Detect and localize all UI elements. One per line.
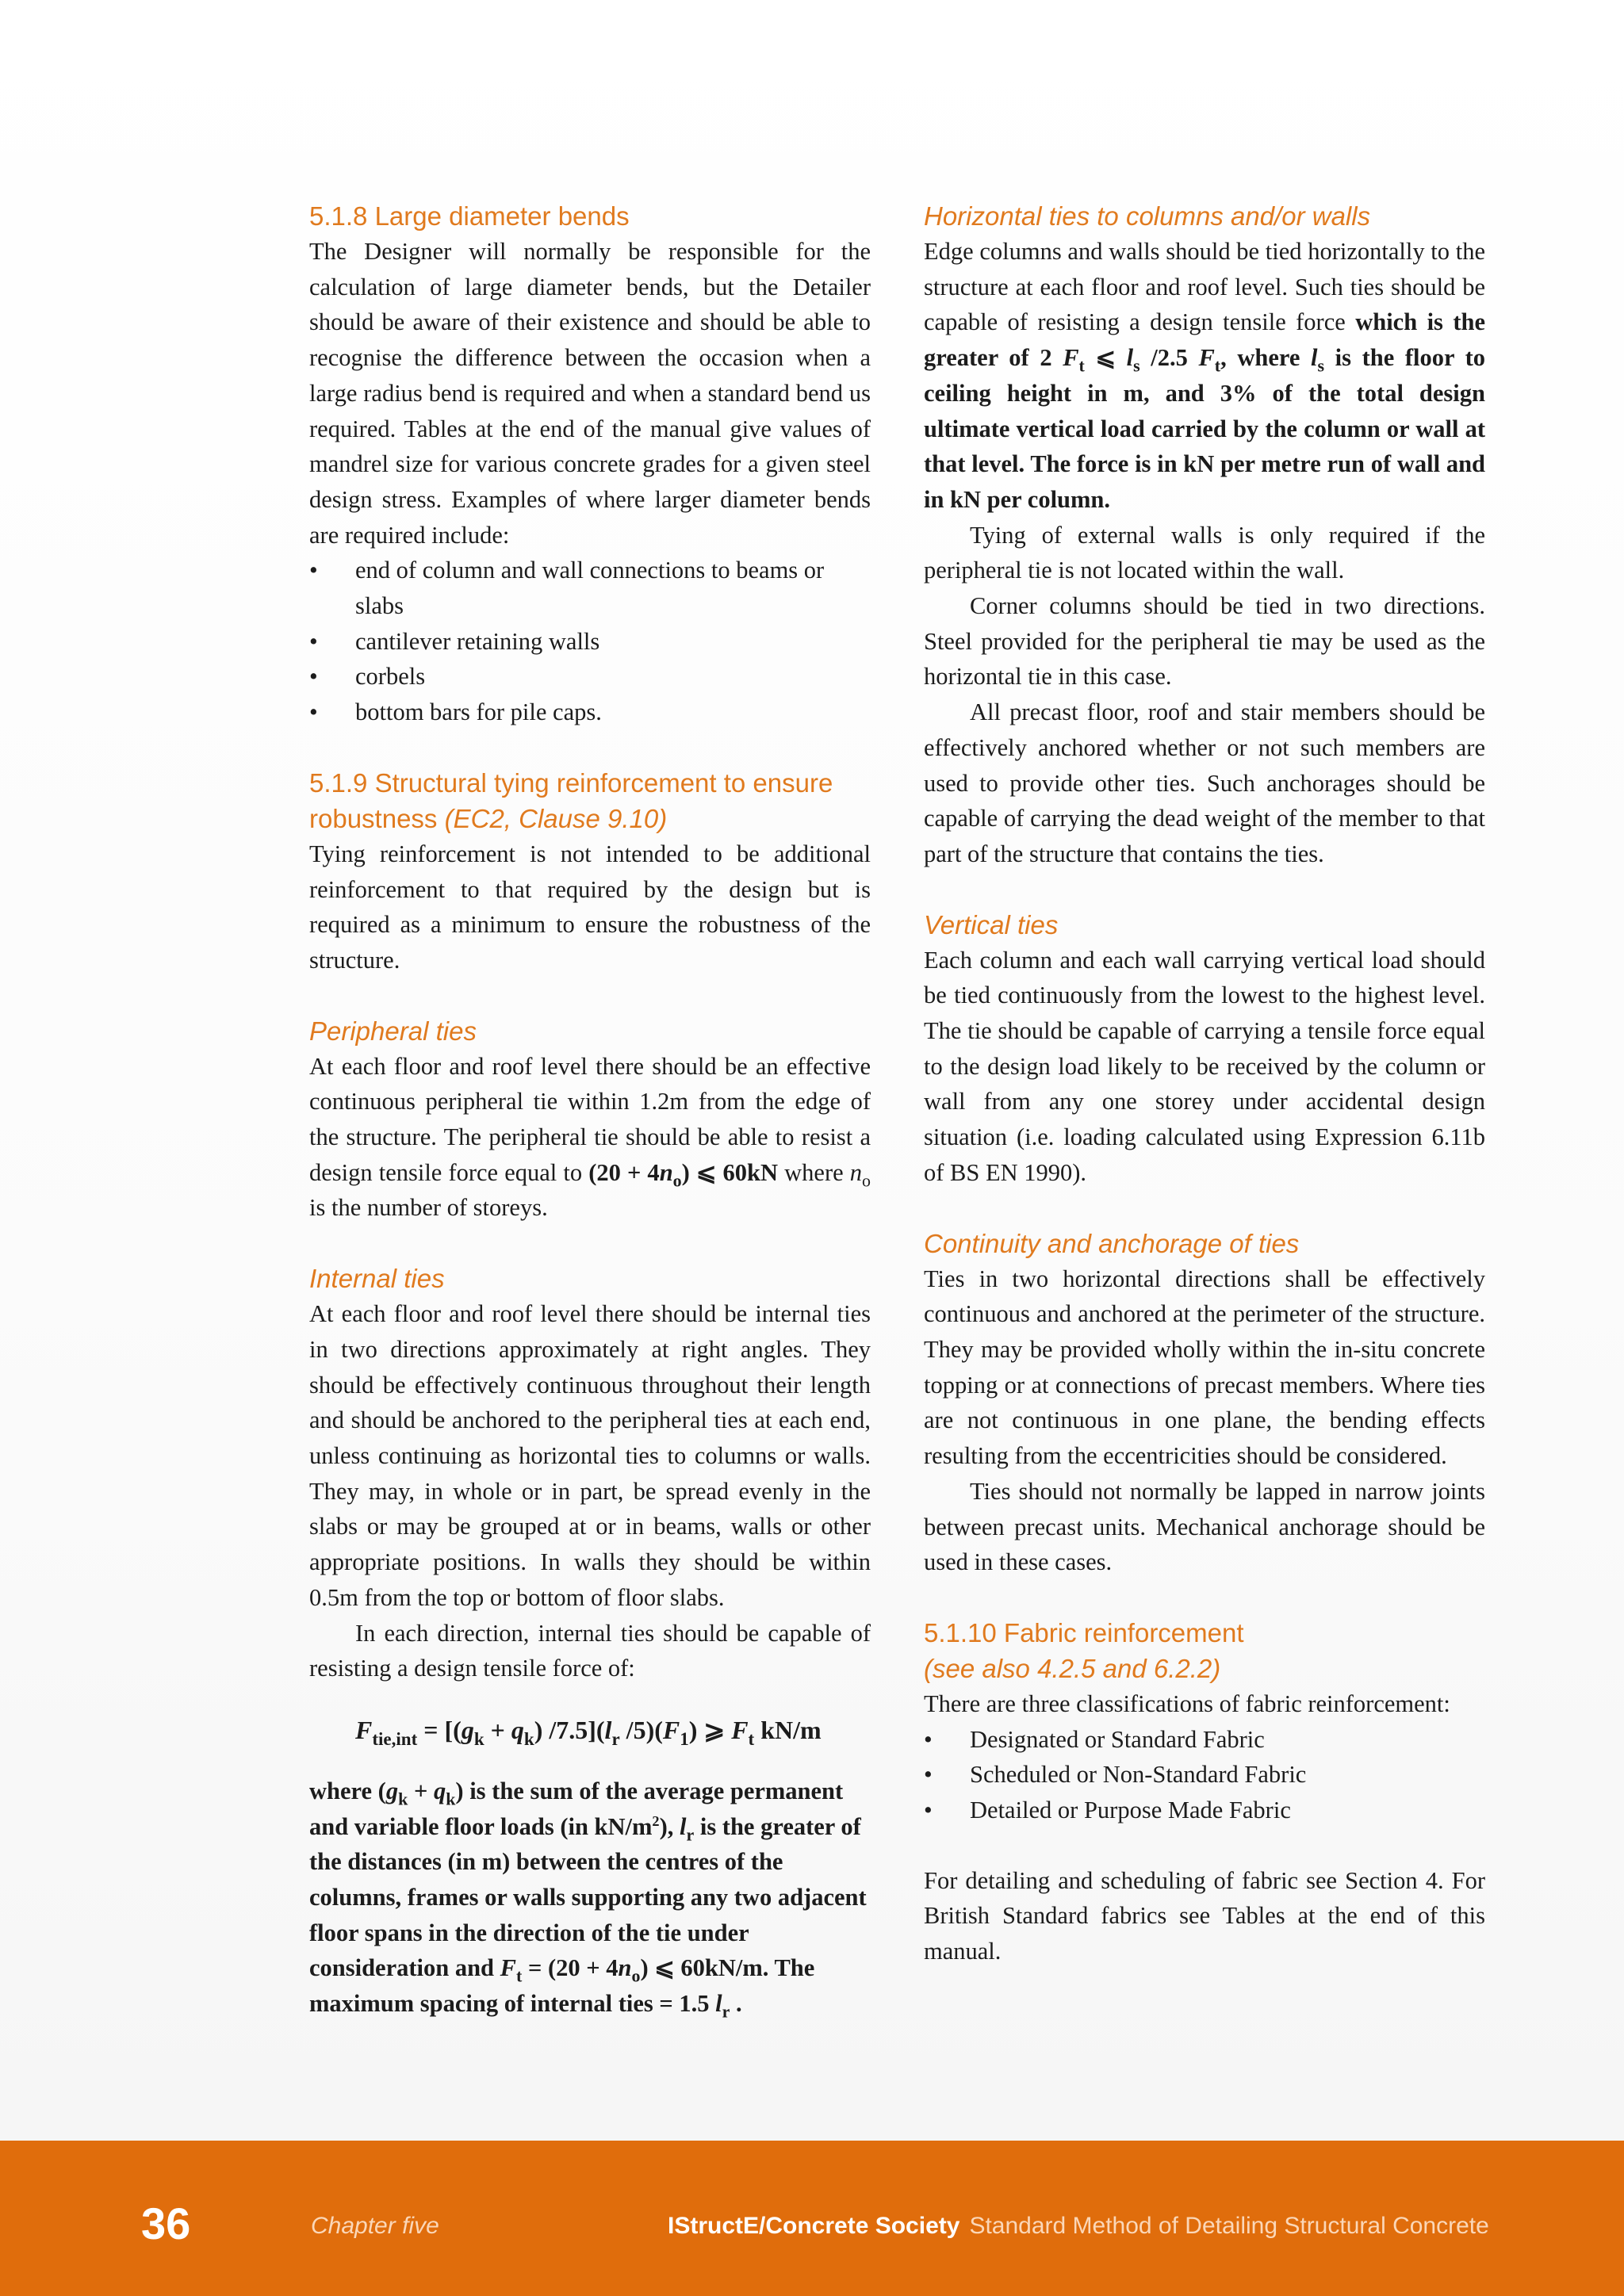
peripheral-ties-paragraph: At each floor and roof level there should be an effective continuous peripheral tie within 1.2m from the edge of the structure. The peripheral tie should be able to resist a design tensile force equal to $(20 + 4n_o)$ ⩽ 60kN where $n_o$ is the number of storeys. [309,1052,871,1222]
list-item-text: corbels [355,663,426,691]
bullet: • [924,1797,933,1824]
continuity-paragraph: Ties in two horizontal directions shall be effectively continuous and anchored at the perimeter of the structure. They may be provided wholly within the in-situ concrete topping or at connections of precast members. Where ties are not continuous in one plane, the bending effects resulting from the eccentricities should be considered. [924,1265,1485,1470]
list-item [924,1722,1485,1758]
list-item [309,695,871,730]
section-5-1-8-heading: 5.1.8 Large diameter bends [309,201,630,231]
internal-ties-heading: Internal ties [309,1264,445,1294]
tie-force-formula: $F_{tie,int} = [(g_k + q_k)$ $/7.5](l_r$ $/5)(F_1)$ ⩾ $F_t$ kN/m [355,1715,822,1749]
list-item-text: bottom bars for pile caps. [355,698,602,726]
list-item [309,553,871,623]
list-item [924,1793,1485,1828]
section-5-1-10-subheading: (see also 4.2.5 and 6.2.2) [924,1653,1221,1683]
horizontal-ties-paragraph-2: Tying of external walls is only required if the peripheral tie is not located within the wall. [924,521,1485,584]
horizontal-ties-paragraph-4: All precast floor, roof and stair members should be effectively anchored whether or not such members are used to provide other ties. Such anchorages should be capable of carrying the dead weight of the member to that part of the structure that contains the ties. [924,698,1485,867]
list-item-text: cantilever retaining walls [355,627,600,655]
horizontal-ties-heading: Horizontal ties to columns and/or walls [924,201,1371,231]
vertical-ties-heading: Vertical ties [924,909,1059,939]
left-column [309,198,871,2022]
page-number: 36 [141,2198,191,2248]
publication-title [668,2210,1489,2242]
section-5-1-9-heading: 5.1.9 Structural tying reinforcement to ensure robustness (EC2, Clause 9.10) [309,767,833,833]
bullet: • [309,557,318,584]
fabric-paragraph: There are three classifications of fabric reinforcement: [924,1689,1450,1717]
list-item-text: Scheduled or Non-Standard Fabric [970,1761,1307,1789]
list-item [924,1757,1485,1793]
list-item-text: end of column and wall connections to beams or slabs [355,557,825,620]
internal-ties-paragraph-2: In each direction, internal ties should be capable of resisting a design tensile force of: [309,1619,871,1682]
horizontal-ties-paragraph-3: Corner columns should be tied in two directions. Steel provided for the peripheral tie may be used as the horizontal tie in this case. [924,592,1485,691]
bullet: • [309,698,318,726]
bullet: • [309,627,318,655]
internal-ties-paragraph: At each floor and roof level there should be internal ties in two directions approximately at right angles. They should be effectively continuous throughout their length and should be anchored to the peripheral ties at each end, unless continuing as horizontal ties to columns or walls. They may, in whole or in part, be spread evenly in the slabs or may be grouped at or in beams, walls or other appropriate positions. In walls they should be within 0.5m from the top or bottom of floor slabs. [309,1300,871,1611]
peripheral-ties-heading: Peripheral ties [309,1016,477,1046]
list-item [309,624,871,660]
section-5-1-9-paragraph: Tying reinforcement is not intended to be additional reinforcement to that required by the design but is required as a minimum to ensure the robustness of the structure. [309,840,871,974]
chapter-label: Chapter five [311,2213,439,2239]
large-bends-list [309,553,871,730]
continuity-heading: Continuity and anchorage of ties [924,1228,1300,1258]
vertical-ties-paragraph: Each column and each wall carrying vertical load should be tied continuously from the lowest to the highest level. The tie should be capable of carrying a tensile force equal to the design load likely to be received by the column or wall from any one storey under accidental design situation (i.e. loading calculated using Expression 6.11b of BS EN 1990). [924,946,1485,1186]
list-item-text: Designated or Standard Fabric [970,1725,1265,1753]
bullet: • [924,1725,933,1753]
list-item [309,659,871,695]
right-column [924,198,1485,1969]
horizontal-ties-paragraph: Edge columns and walls should be tied horizontally to the structure at each floor and roof level. Such ties should be capable of resisting a design tensile force which is the greater of 2 $F_t$ ⩽ $l_s$ /2.5 $F_t$, where $l_s$ is the floor to ceiling height in m, and 3% of the total design ultimate vertical load carried by the column or wall at that level. The force is in kN per metre run of wall and in kN per column. [924,238,1485,513]
fabric-list [924,1722,1485,1828]
book-title: Standard Method of Detailing Structural Concrete [969,2213,1489,2239]
fabric-paragraph-2: For detailing and scheduling of fabric see Section 4. For British Standard fabrics see Tables at the end of this manual. [924,1866,1485,1965]
page-footer [0,2141,1624,2296]
continuity-paragraph-2: Ties should not normally be lapped in narrow joints between precast units. Mechanical anchorage should be used in these cases. [924,1477,1485,1576]
bullet: • [924,1761,933,1789]
section-5-1-10-heading: 5.1.10 Fabric reinforcement [924,1617,1244,1647]
bullet: • [309,663,318,691]
formula-explanation: where $(g_k + q_k)$ is the sum of the average permanent and variable floor loads (in $kN/m^2$), $l_r$ is the greater of the distances (in m) between the centres of the columns, frames or walls supporting any two adjacent floor spans in the direction of the tie under consideration and $F_t = (20 + 4n_o)$ ⩽ 60kN/m. The maximum spacing of internal ties = 1.5 $l_r$ . [309,1777,867,2022]
list-item-text: Detailed or Purpose Made Fabric [970,1797,1291,1824]
section-5-1-8-paragraph: The Designer will normally be responsible for the calculation of large diameter bends, but the Detailer should be aware of their existence and should be able to recognise the difference between the occasion when a large radius bend is required and when a standard bend us required. Tables at the end of the manual give values of mandrel size for various concrete grades for a given steel design stress. Examples of where larger diameter bends are required include: [309,238,871,549]
publisher: IStructE/Concrete Society [668,2213,960,2239]
